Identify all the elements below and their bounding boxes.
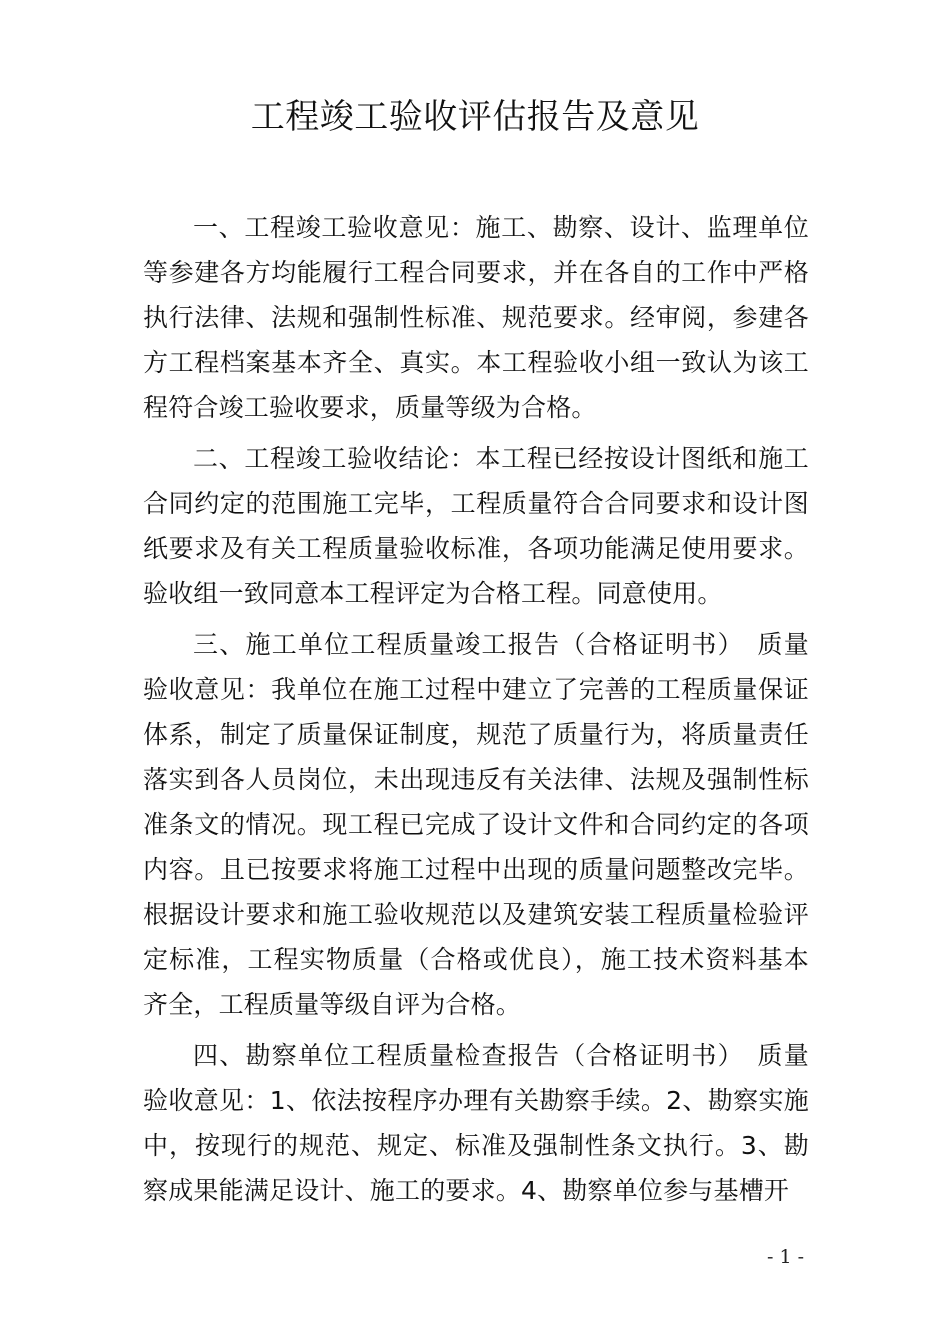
page-number: - 1 - [766, 1246, 804, 1268]
paragraph-construction-report: 三、施工单位工程质量竣工报告（合格证明书） 质量验收意见：我单位在施工过程中建立了完善的工程质量保证体系，制定了质量保证制度，规范了质量行为，将质量责任落实到各人员岗位，未出现违反有关法律、法规及强制性标准条文的情况。现工程已完成了设计文件和合同约定的各项内容。且已按要求将施工过程中出现的质量问题整改完毕。根据设计要求和施工验收规范以及建筑安装工程质量检验评定标准，工程实物质量（合格或优良），施工技术资料基本齐全，工程质量等级自评为合格。 [143, 630, 809, 1019]
paragraph-survey-report: 四、勘察单位工程质量检查报告（合格证明书） 质量验收意见：1、依法按程序办理有关勘察手续。2、勘察实施中，按现行的规范、规定、标准及强制性条文执行。3、勘察成果能满足设计、施工的要求。4、勘察单位参与基槽开 [143, 1041, 809, 1205]
paragraph-acceptance-conclusion: 二、工程竣工验收结论：本工程已经按设计图纸和施工合同约定的范围施工完毕，工程质量符合合同要求和设计图纸要求及有关工程质量验收标准，各项功能满足使用要求。验收组一致同意本工程评定为合格工程。同意使用。 [143, 444, 809, 608]
document-body [143, 205, 809, 1219]
paragraph-acceptance-opinion: 一、工程竣工验收意见：施工、勘察、设计、监理单位等参建各方均能履行工程合同要求，并在各自的工作中严格执行法律、法规和强制性标准、规范要求。经审阅，参建各方工程档案基本齐全、真实。本工程验收小组一致认为该工程符合竣工验收要求，质量等级为合格。 [143, 213, 809, 422]
document-title: 工程竣工验收评估报告及意见 [250, 97, 700, 137]
